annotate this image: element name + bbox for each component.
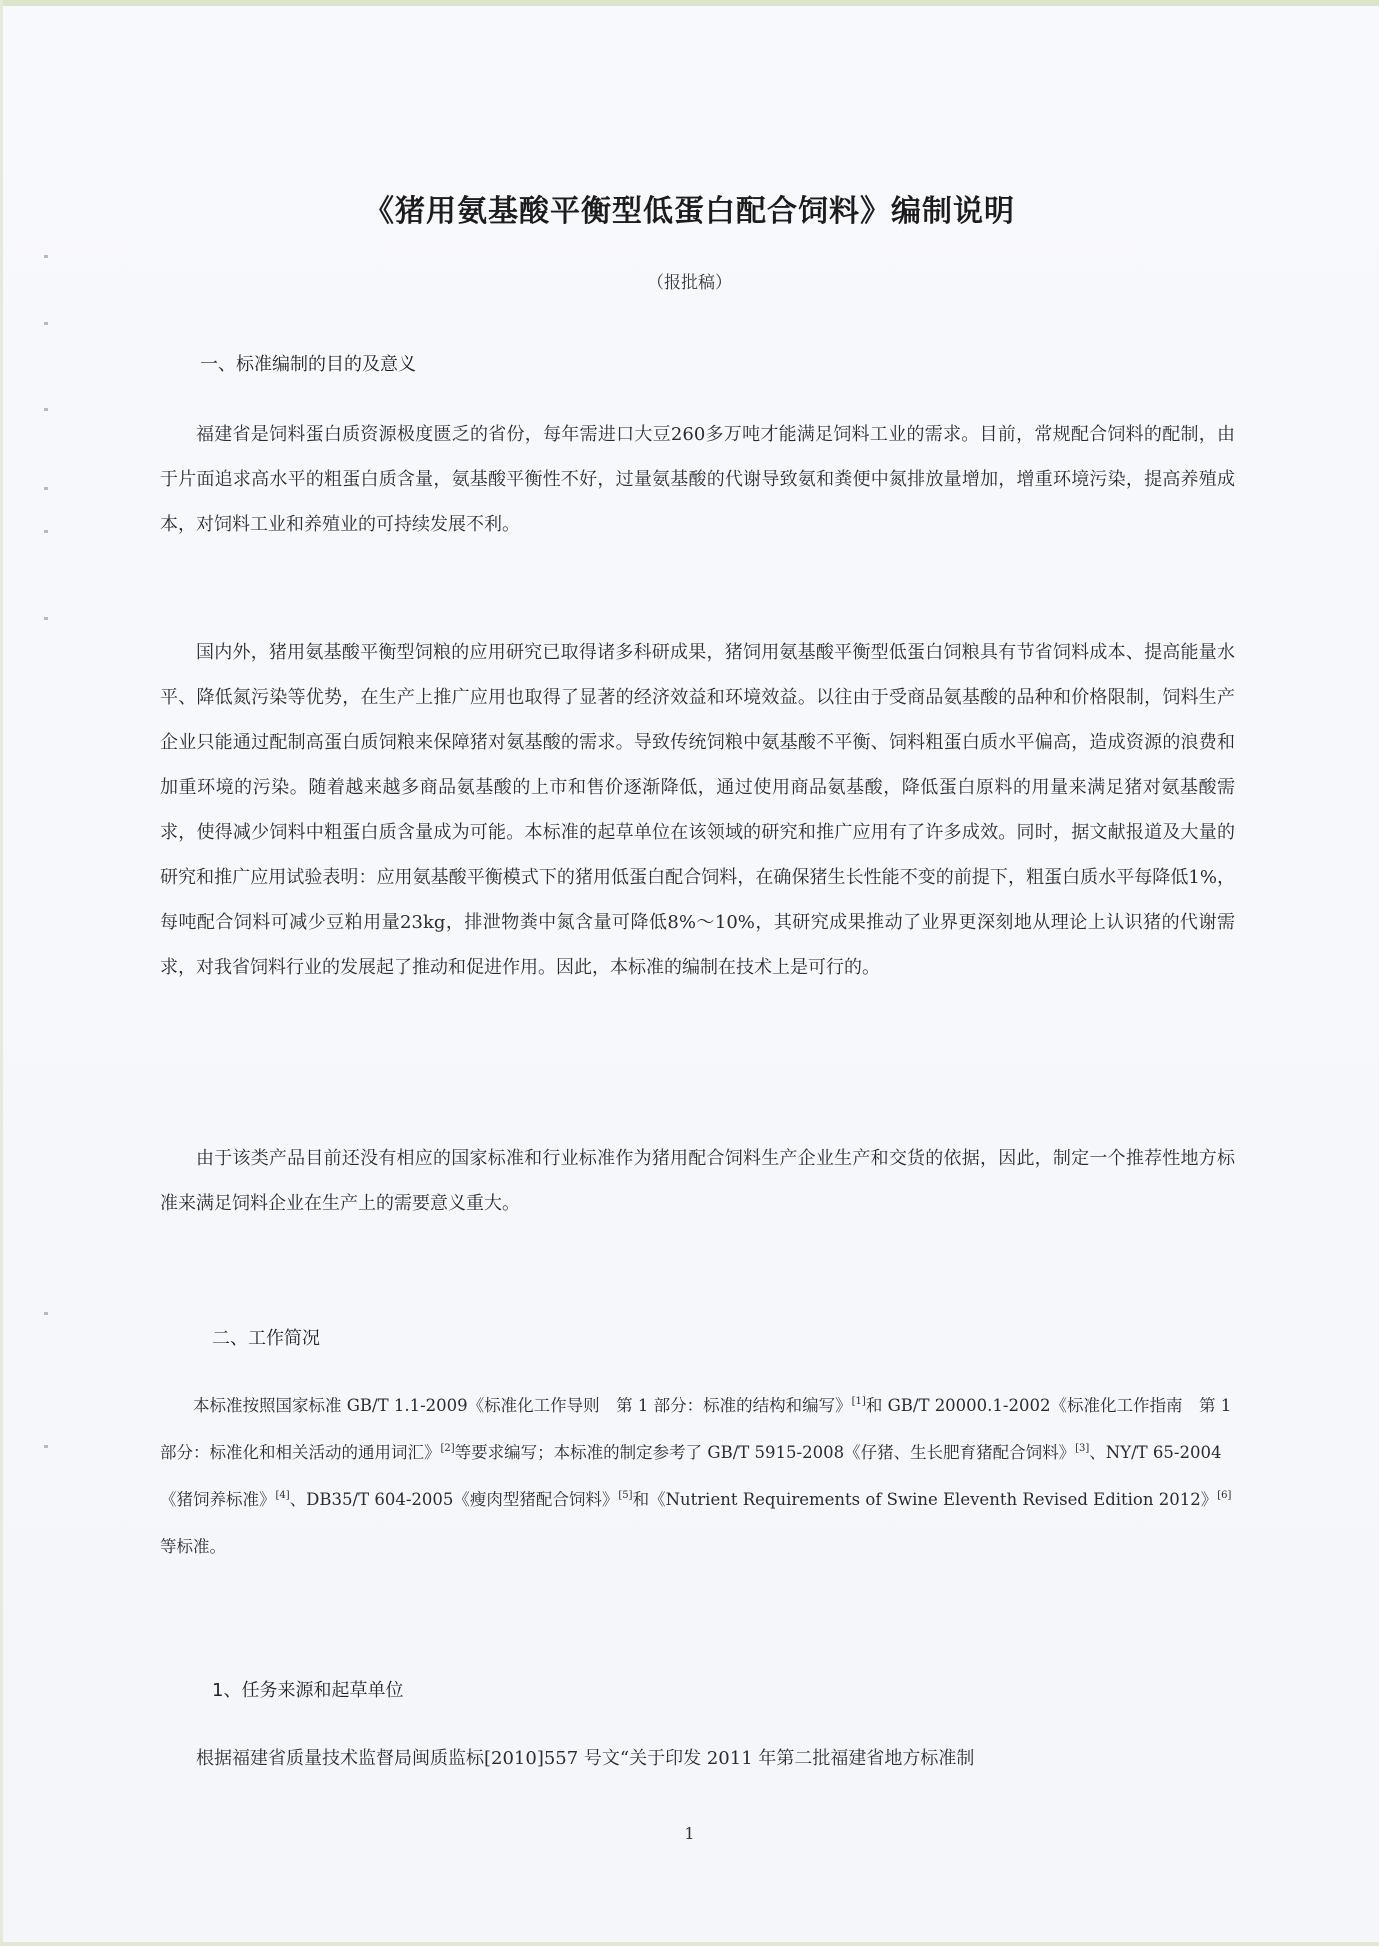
paragraph-standards-references <box>160 1382 1235 1570</box>
section-heading-purpose: 一、标准编制的目的及意义 <box>200 354 416 375</box>
subsection-heading-task-source: 1、任务来源和起草单位 <box>212 1680 404 1701</box>
section-heading-work-overview: 二、工作简况 <box>212 1328 320 1349</box>
scan-speck <box>44 617 48 620</box>
scan-bottom-edge <box>0 1942 1379 1946</box>
ref-text-2: 和 GB/T 20000.1-2002《标准化工作指南 第 1 部分：标准化和相关活动的通用词汇》 <box>160 1396 1232 1462</box>
scan-speck <box>44 408 48 411</box>
scan-speck <box>44 1445 48 1448</box>
scan-speck <box>44 255 48 258</box>
citation-1: [1] <box>851 1396 866 1407</box>
citation-3: [3] <box>1075 1443 1090 1454</box>
scan-speck <box>44 487 48 490</box>
ref-text-4: 、NY/T 65-2004《猪饲养标准》 <box>160 1443 1222 1509</box>
ref-text-3: 等要求编写；本标准的制定参考了 GB/T 5915-2008《仔猪、生长肥育猪配合饲料》 <box>454 1443 1076 1462</box>
paragraph-purpose-2: 国内外，猪用氨基酸平衡型饲粮的应用研究已取得诸多科研成果，猪饲用氨基酸平衡型低蛋白饲粮具有节省饲料成本、提高能量水平、降低氮污染等优势，在生产上推广应用也取得了显著的经济效益和环境效益。以往由于受商品氨基酸的品种和价格限制，饲料生产企业只能通过配制高蛋白质饲粮来保障猪对氨基酸的需求。导致传统饲粮中氨基酸不平衡、饲料粗蛋白质水平偏高，造成资源的浪费和加重环境的污染。随着越来越多商品氨基酸的上市和售价逐渐降低，通过使用商品氨基酸，降低蛋白原料的用量来满足猪对氨基酸需求，使得减少饲料中粗蛋白质含量成为可能。本标准的起草单位在该领域的研究和推广应用有了许多成效。同时，据文献报道及大量的研究和推广应用试验表明：应用氨基酸平衡模式下的猪用低蛋白配合饲料，在确保猪生长性能不变的前提下，粗蛋白质水平每降低1%，每吨配合饲料可减少豆粕用量23kg，排泄物粪中氮含量可降低8%～10%，其研究成果推动了业界更深刻地从理论上认识猪的代谢需求，对我省饲料行业的发展起了推动和促进作用。因此，本标准的编制在技术上是可行的。 <box>160 642 1235 978</box>
document-title: 《猪用氨基酸平衡型低蛋白配合饲料》编制说明 <box>364 194 1015 229</box>
scan-top-edge <box>0 0 1379 6</box>
citation-4: [4] <box>275 1490 290 1501</box>
scan-speck <box>44 530 48 533</box>
ref-text-5: 、DB35/T 604-2005《瘦肉型猪配合饲料》 <box>289 1490 619 1509</box>
page-number: 1 <box>684 1824 695 1843</box>
paragraph-task-source: 根据福建省质量技术监督局闽质监标[2010]557 号文“关于印发 2011 年第二批福建省地方标准制 <box>196 1748 975 1769</box>
scan-speck <box>44 1312 48 1315</box>
citation-5: [5] <box>618 1490 633 1501</box>
ref-text-1: 本标准按照国家标准 GB/T 1.1-2009《标准化工作导则 第 1 部分：标准的结构和编写》 <box>193 1396 852 1415</box>
ref-text-6: 和《Nutrient Requirements of Swine Eleventh Revised Edition 2012》 <box>632 1490 1218 1509</box>
document-subtitle: （报批稿） <box>647 273 732 293</box>
citation-6: [6] <box>1217 1490 1232 1501</box>
paragraph-purpose-1: 福建省是饲料蛋白质资源极度匮乏的省份，每年需进口大豆260多万吨才能满足饲料工业的需求。目前，常规配合饲料的配制，由于片面追求高水平的粗蛋白质含量，氨基酸平衡性不好，过量氨基酸的代谢导致氨和粪便中氮排放量增加，增重环境污染，提高养殖成本，对饲料工业和养殖业的可持续发展不利。 <box>160 424 1235 535</box>
paragraph-purpose-3: 由于该类产品目前还没有相应的国家标准和行业标准作为猪用配合饲料生产企业生产和交货的依据，因此，制定一个推荐性地方标准来满足饲料企业在生产上的需要意义重大。 <box>160 1148 1235 1214</box>
ref-text-7: 等标准。 <box>160 1537 226 1556</box>
scan-speck <box>44 322 48 325</box>
citation-2: [2] <box>440 1443 455 1454</box>
